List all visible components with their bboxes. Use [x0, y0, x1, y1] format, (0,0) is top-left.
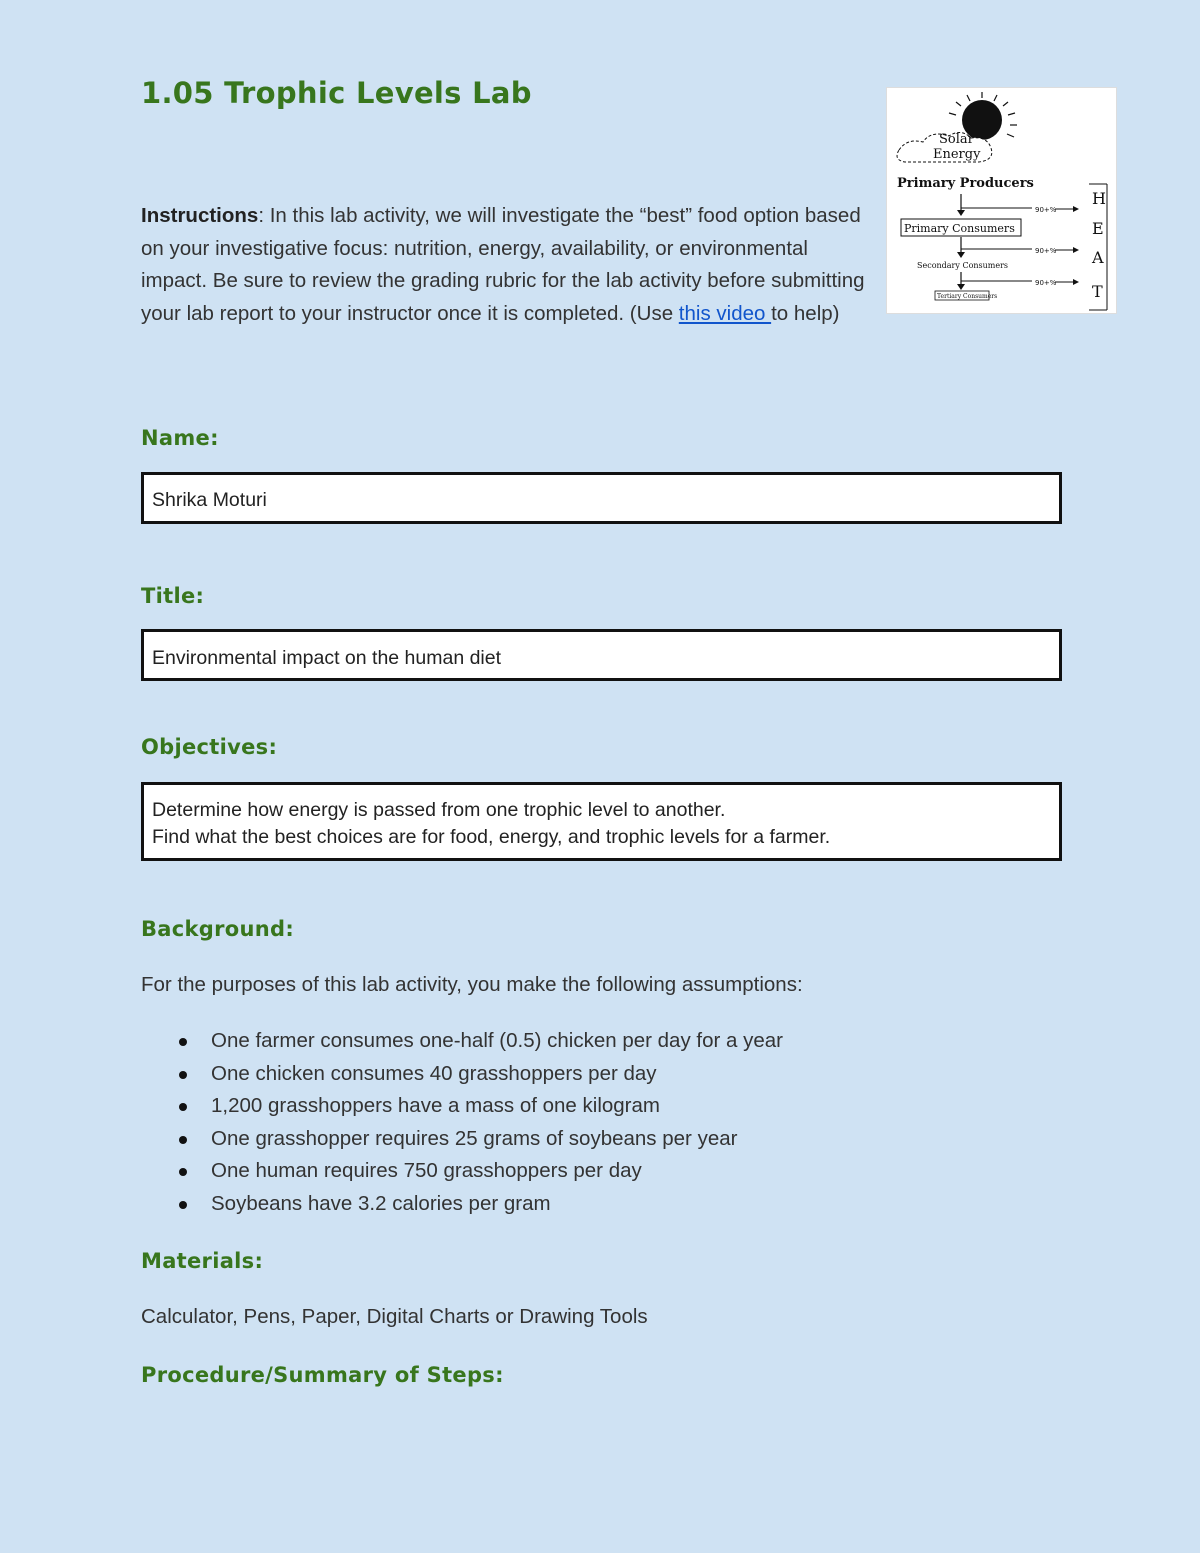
title-value: Environmental impact on the human diet — [152, 647, 502, 669]
instructions-text-end: to help) — [771, 301, 840, 325]
primary-consumers-label: Primary Consumers — [904, 222, 1015, 235]
instructions-text: : In this lab activity, we will investigate the “best” food option based on your investigative focus: nutrition, energy, availability, or environmental impact. Be sure to review the grading rubric for the lab activity before submitting your lab report to your instructor once it is completed. (Use — [141, 204, 865, 325]
objective-line: Determine how energy is passed from one trophic level to another. — [152, 799, 726, 821]
objective-line: Find what the best choices are for food, energy, and trophic levels for a farmer. — [152, 826, 831, 848]
procedure-heading: Procedure/Summary of Steps: — [141, 1363, 504, 1387]
primary-producers-label: Primary Producers — [897, 176, 1034, 191]
solar-label: Solar — [939, 132, 974, 147]
energy-label: Energy — [933, 147, 981, 162]
objectives-heading: Objectives: — [141, 735, 278, 759]
materials-text: Calculator, Pens, Paper, Digital Charts or Drawing Tools — [141, 1305, 648, 1328]
background-intro: For the purposes of this lab activity, you make the following assumptions: — [141, 973, 803, 996]
video-link[interactable]: this video — [678, 301, 772, 325]
heat-letter: T — [1092, 282, 1103, 301]
energy-flow-diagram — [886, 87, 1117, 314]
name-value: Shrika Moturi — [152, 489, 267, 511]
heat-letter: E — [1092, 219, 1104, 238]
title-field[interactable] — [141, 629, 1062, 681]
assumptions-list — [141, 1025, 783, 1221]
instructions-paragraph — [141, 200, 876, 330]
objectives-field[interactable] — [141, 782, 1062, 861]
heat-letter: H — [1092, 189, 1106, 208]
list-item: 1,200 grasshoppers have a mass of one kilogram — [141, 1090, 783, 1123]
list-item: One grasshopper requires 25 grams of soybeans per year — [141, 1123, 783, 1156]
instructions-label: Instructions — [141, 204, 259, 227]
materials-heading: Materials: — [141, 1249, 264, 1273]
svg-text:90+%: 90+% — [1035, 279, 1057, 287]
name-heading: Name: — [141, 426, 219, 450]
list-item: One farmer consumes one-half (0.5) chicken per day for a year — [141, 1025, 783, 1058]
svg-text:90+%: 90+% — [1035, 206, 1057, 214]
name-field[interactable] — [141, 472, 1062, 524]
background-heading: Background: — [141, 917, 295, 941]
secondary-consumers-label: Secondary Consumers — [917, 261, 1009, 270]
page-title: 1.05 Trophic Levels Lab — [141, 76, 532, 110]
list-item: One human requires 750 grasshoppers per day — [141, 1155, 783, 1188]
list-item: One chicken consumes 40 grasshoppers per day — [141, 1058, 783, 1091]
heat-letter: A — [1092, 248, 1104, 267]
title-heading: Title: — [141, 584, 205, 608]
list-item: Soybeans have 3.2 calories per gram — [141, 1188, 783, 1221]
tertiary-consumers-label: Tertiary Consumers — [937, 293, 998, 300]
svg-text:90+%: 90+% — [1035, 247, 1057, 255]
